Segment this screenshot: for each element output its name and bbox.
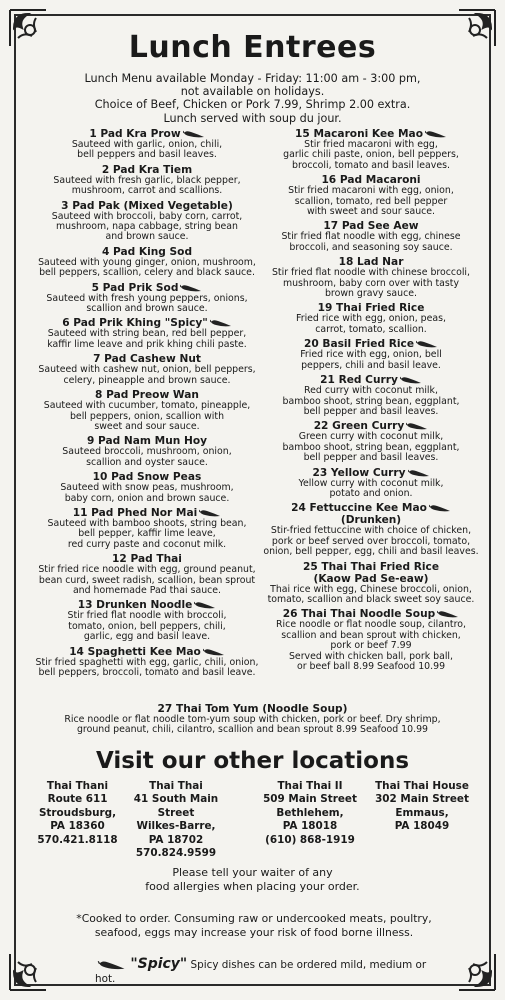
menu-item-desc-line: Stir fried macaroni with egg, xyxy=(304,139,438,150)
menu-item xyxy=(262,502,480,557)
menu-item-desc-line: Stir fried rice noodle with egg, ground peanut, xyxy=(38,564,256,576)
menu-item-desc-line: Fried rice with egg, onion, bell xyxy=(300,349,442,361)
menu-item-desc-line: and brown sauce. xyxy=(105,231,189,243)
menu-item-desc-line: Sauteed with snow peas, mushroom, xyxy=(60,482,234,494)
menu-item-desc-line: bean curd, sweet radish, scallion, bean sprout xyxy=(38,574,256,586)
menu-item-desc-line: potato and onion. xyxy=(329,487,413,499)
left-menu-column xyxy=(28,128,266,681)
allergy-notice xyxy=(100,866,405,894)
location-phone: 570.824.9599 xyxy=(135,847,217,860)
menu-item-name: 5 Pad Prik Sod xyxy=(91,281,179,294)
chili-pepper-icon xyxy=(400,376,422,384)
menu-item-desc-line: baby corn, onion and brown sauce. xyxy=(64,492,230,504)
menu-item-desc-line: red curry paste and coconut milk. xyxy=(67,538,227,550)
menu-item-desc-line: Sauteed with young ginger, onion, mushroom, xyxy=(38,256,256,268)
chili-pepper-icon xyxy=(194,601,216,609)
menu-item xyxy=(28,164,266,197)
menu-item-name: 25 Thai Thai Fried Rice xyxy=(302,560,440,573)
corner-ornament-bottom-left xyxy=(8,952,48,992)
location-thai-thai-ii xyxy=(258,780,362,847)
menu-item-desc-line: sweet and sour sauce. xyxy=(94,420,200,432)
menu-item-desc-line: bamboo shoot, string bean, eggplant, xyxy=(282,441,460,453)
menu-item-desc-line: Sauteed with garlic, onion, chili, xyxy=(71,139,223,150)
menu-item-desc-line: tomato, onion, bell peppers, chili, xyxy=(68,620,226,632)
food-safety-warning xyxy=(48,912,460,940)
menu-item-desc-line: Sauteed with fresh garlic, black pepper, xyxy=(53,174,241,186)
location-phone: 570.421.8118 xyxy=(37,833,118,846)
menu-item-name: 7 Pad Cashew Nut xyxy=(93,353,201,366)
menu-item-name: 19 Thai Fried Rice xyxy=(317,302,425,315)
menu-item-name: 14 Spaghetti Kee Mao xyxy=(69,645,201,658)
menu-item xyxy=(262,302,480,335)
spicy-note-text: Spicy dishes can be ordered mild, medium or hot. xyxy=(95,959,427,985)
location-thai-thai-house xyxy=(370,780,474,834)
menu-item-desc-line: Stir fried macaroni with egg, onion, xyxy=(288,185,454,197)
menu-item-name: 23 Yellow Curry xyxy=(312,466,406,479)
menu-item-desc-line: Rice noodle or flat noodle tom-yum soup with chicken, pork or beef. Dry shrimp, xyxy=(64,714,441,725)
menu-item-desc-line: garlic chili paste, onion, bell peppers, xyxy=(283,149,459,161)
menu-item-desc-line: scallion, tomato, red bell pepper xyxy=(294,195,448,207)
allergy-line: food allergies when placing your order. xyxy=(145,880,360,893)
menu-item xyxy=(262,608,480,672)
lunch-info-line: not available on holidays. xyxy=(180,85,325,99)
menu-item xyxy=(28,471,266,504)
menu-item-desc-line: Red curry with coconut milk, xyxy=(304,385,438,397)
menu-item-desc-line: bell peppers, broccoli, tomato and basil leave. xyxy=(38,667,256,678)
location-zip: PA 18702 xyxy=(148,833,204,846)
menu-item-desc-line: Green curry with coconut milk, xyxy=(298,431,444,443)
menu-item-desc-line: with sweet and sour sauce. xyxy=(306,206,436,218)
menu-item-desc-line: peppers, chili and basil leave. xyxy=(301,359,441,371)
location-address: 41 South Main Street xyxy=(133,793,219,819)
menu-item xyxy=(262,374,480,417)
chili-pepper-icon xyxy=(199,509,221,517)
menu-item-desc-line: bell peppers and basil leaves. xyxy=(77,149,217,161)
chili-pepper-icon xyxy=(97,960,127,970)
warning-line: *Cooked to order. Consuming raw or undercooked meats, poultry, xyxy=(76,912,432,925)
menu-item xyxy=(262,467,480,500)
right-menu-column xyxy=(262,128,480,675)
chili-pepper-icon xyxy=(180,284,202,292)
menu-item-name: 26 Thai Thai Noodle Soup xyxy=(282,608,436,621)
menu-item-desc-line: Stir fried flat noodle with chinese broccoli, xyxy=(271,267,471,279)
location-zip: PA 18018 xyxy=(282,820,338,833)
menu-item-name: 13 Drunken Noodle xyxy=(77,599,193,612)
location-city: Emmaus, xyxy=(395,806,449,819)
menu-item-desc-line: broccoli, and seasoning soy sauce. xyxy=(289,241,453,253)
menu-item-desc-line: Yellow curry with coconut milk, xyxy=(298,477,444,489)
menu-item-name: 2 Pad Kra Tiem xyxy=(101,163,193,176)
location-thai-thai xyxy=(128,780,224,860)
menu-item-desc-line: Sauteed broccoli, mushroom, onion, xyxy=(62,446,232,458)
menu-item-desc-line: bell pepper and basil leaves. xyxy=(303,405,439,417)
menu-item xyxy=(28,646,266,679)
menu-item xyxy=(28,553,266,596)
menu-item xyxy=(262,561,480,606)
menu-item-desc-line: scallion and oyster sauce. xyxy=(86,456,208,468)
chili-pepper-icon xyxy=(406,422,428,430)
menu-item-desc-line: bell pepper, kaffir lime leave, xyxy=(78,528,216,540)
location-address: Route 611 xyxy=(47,793,108,806)
menu-item-desc-line: onion, bell pepper, egg, chili and basil leaves. xyxy=(263,546,479,558)
menu-item-name-row xyxy=(262,561,480,573)
menu-item xyxy=(28,353,266,386)
menu-item-desc-line: kaffir lime leave and prik khing chili paste. xyxy=(47,338,247,350)
chili-pepper-icon xyxy=(437,610,459,618)
menu-item-name: 4 Pad King Sod xyxy=(101,245,193,258)
menu-item-desc-line: Stir fried flat noodle with broccoli, xyxy=(67,610,227,622)
menu-item xyxy=(28,282,266,315)
menu-item-name: 17 Pad See Aew xyxy=(323,220,419,233)
menu-item xyxy=(262,174,480,217)
menu-item-desc-line: Stir fried flat noodle with egg, chinese xyxy=(281,231,461,243)
spicy-legend xyxy=(95,957,435,986)
menu-item-subtitle: (Drunken) xyxy=(340,514,402,527)
menu-item-desc-line: mushroom, napa cabbage, string bean xyxy=(56,221,238,233)
menu-item-desc-line: tomato, scallion and black sweet soy sauce. xyxy=(267,593,475,605)
menu-item-desc-line: Sauteed with fresh young peppers, onions, xyxy=(46,292,248,304)
other-locations-heading: Visit our other locations xyxy=(95,748,410,774)
menu-item-desc-line: Sauteed with bamboo shoots, string bean, xyxy=(47,517,247,529)
menu-item-name-row xyxy=(262,502,480,514)
location-zip: PA 18360 xyxy=(50,820,105,833)
menu-item-desc-line: broccoli, tomato and basil leaves. xyxy=(292,159,450,171)
chili-pepper-icon xyxy=(425,130,447,138)
location-address: 302 Main Street xyxy=(375,793,469,806)
menu-item-name: 10 Pad Snow Peas xyxy=(92,471,202,484)
menu-item xyxy=(262,220,480,253)
allergy-line: Please tell your waiter of any xyxy=(172,866,333,879)
chili-pepper-icon xyxy=(183,130,205,138)
location-city: Stroudsburg, xyxy=(38,806,117,819)
spicy-label: "Spicy" xyxy=(130,956,188,972)
chili-pepper-icon xyxy=(416,340,438,348)
menu-item xyxy=(28,507,266,550)
menu-item-desc-line: ground peanut, chili, cilantro, scallion and bean sprout 8.99 Seafood 10.99 xyxy=(76,724,428,736)
menu-item-name-row xyxy=(28,164,266,176)
menu-item xyxy=(28,200,266,243)
menu-item-desc-line: scallion and brown sauce. xyxy=(86,303,208,315)
menu-item-desc-line: pork or beef served over broccoli, tomato, xyxy=(271,535,471,547)
menu-item-desc-line: or beef ball 8.99 Seafood 10.99 xyxy=(296,661,446,672)
location-address: 509 Main Street xyxy=(263,793,357,806)
menu-item-desc-line: Served with chicken ball, pork ball, xyxy=(288,650,454,662)
menu-item xyxy=(28,389,266,432)
location-name: Thai Thai II xyxy=(277,780,343,792)
location-thai-thani xyxy=(30,780,125,847)
menu-item-27 xyxy=(40,703,465,736)
menu-item-name: 3 Pad Pak (Mixed Vegetable) xyxy=(61,199,233,212)
chili-pepper-icon xyxy=(203,648,225,656)
menu-item xyxy=(28,317,266,350)
menu-item-name: 27 Thai Tom Yum (Noodle Soup) xyxy=(157,703,348,715)
menu-item-desc-line: Sauteed with cashew nut, onion, bell peppers, xyxy=(38,364,256,376)
menu-item xyxy=(262,128,480,171)
menu-item-desc-line: Thai rice with egg, Chinese broccoli, onion, xyxy=(270,583,472,595)
chili-pepper-icon xyxy=(429,504,451,512)
lunch-info-line: Lunch served with soup du jour. xyxy=(163,111,342,125)
menu-item-desc-line: Sauteed with broccoli, baby corn, carrot, xyxy=(51,210,243,222)
menu-item xyxy=(262,420,480,463)
menu-item-desc-line: Fried rice with egg, onion, peas, xyxy=(296,313,446,325)
menu-item-desc-line: and homemade Pad thai sauce. xyxy=(72,584,222,596)
menu-item-desc-line: Sauteed with cucumber, tomato, pineapple, xyxy=(43,400,251,412)
menu-item xyxy=(28,128,266,161)
menu-item-name: 16 Pad Macaroni xyxy=(321,174,421,187)
menu-item-desc-line: bell peppers, scallion, celery and black sauce. xyxy=(39,267,255,279)
chili-pepper-icon xyxy=(408,469,430,477)
lunch-info xyxy=(60,72,445,125)
menu-item-name: 11 Pad Phed Nor Mai xyxy=(72,506,198,519)
menu-item xyxy=(28,435,266,468)
menu-item xyxy=(262,338,480,371)
menu-item-desc-line: Rice noodle or flat noodle soup, cilantro, xyxy=(276,619,466,631)
menu-item-desc-line: carrot, tomato, scallion. xyxy=(315,323,427,335)
lunch-info-line: Lunch Menu available Monday - Friday: 11:00 am - 3:00 pm, xyxy=(84,72,421,85)
menu-item-name-row xyxy=(262,467,480,479)
menu-item-name: 6 Pad Prik Khing "Spicy" xyxy=(62,317,208,330)
location-city: Bethlehem, xyxy=(276,806,344,819)
menu-item-name: 18 Lad Nar xyxy=(338,256,404,269)
menu-item-desc-line: Sauteed with string bean, red bell pepper, xyxy=(47,328,247,340)
menu-item-desc-line: Stir-fried fettuccine with choice of chicken, xyxy=(270,525,472,537)
location-name: Thai Thai House xyxy=(375,780,469,792)
menu-item-name: 1 Pad Kra Prow xyxy=(89,128,181,140)
menu-item-name-row xyxy=(28,282,266,294)
menu-item-desc-line: bell peppers, onion, scallion with xyxy=(69,410,225,422)
menu-item-name: 20 Basil Fried Rice xyxy=(303,338,415,351)
menu-item-name: 9 Pad Nam Mun Hoy xyxy=(86,435,208,448)
menu-item xyxy=(28,246,266,279)
location-city: Wilkes-Barre, xyxy=(136,820,216,833)
menu-item-desc-line: celery, pineapple and brown sauce. xyxy=(63,374,231,386)
menu-item-name-row xyxy=(28,200,266,212)
menu-item-desc-line: mushroom, baby corn over with tasty xyxy=(282,277,460,289)
location-zip: PA 18049 xyxy=(394,820,450,833)
location-phone: (610) 868-1919 xyxy=(265,833,355,846)
menu-item-desc-line: scallion and bean sprout with chicken, xyxy=(281,629,461,641)
location-name: Thai Thani xyxy=(46,780,109,792)
menu-item-desc-line: brown gravy sauce. xyxy=(324,288,418,300)
menu-item-name-row xyxy=(28,646,266,658)
menu-title: Lunch Entrees xyxy=(128,30,377,65)
location-name: Thai Thai xyxy=(149,780,203,792)
menu-item-desc-line: garlic, egg and basil leave. xyxy=(83,631,211,643)
menu-item-name: 8 Pad Preow Wan xyxy=(95,389,199,402)
menu-item xyxy=(262,256,480,299)
chili-pepper-icon xyxy=(210,319,232,327)
menu-item-name: 12 Pad Thai xyxy=(112,553,182,566)
menu-item-desc-line: bell pepper and basil leaves. xyxy=(303,452,439,464)
menu-item-desc-line: mushroom, carrot and scallions. xyxy=(71,185,223,197)
menu-item-desc-line: pork or beef 7.99 xyxy=(330,640,412,652)
menu-item-name: 24 Fettuccine Kee Mao xyxy=(291,502,427,515)
menu-item-desc-line: Stir fried spaghetti with egg, garlic, chili, onion, xyxy=(35,656,259,668)
lunch-info-line: Choice of Beef, Chicken or Pork 7.99, Shrimp 2.00 extra. xyxy=(94,98,411,112)
menu-item-subtitle: (Kaow Pad Se-eaw) xyxy=(313,572,429,585)
menu-item xyxy=(28,599,266,642)
warning-line: seafood, eggs may increase your risk of food borne illness. xyxy=(94,926,414,939)
corner-ornament-bottom-right xyxy=(457,952,497,992)
menu-item-desc-line: bamboo shoot, string bean, eggplant, xyxy=(282,395,460,407)
menu-item-name: 22 Green Curry xyxy=(313,420,405,433)
menu-item-name: 21 Red Curry xyxy=(320,374,398,387)
menu-item-name: 15 Macaroni Kee Mao xyxy=(295,128,423,140)
